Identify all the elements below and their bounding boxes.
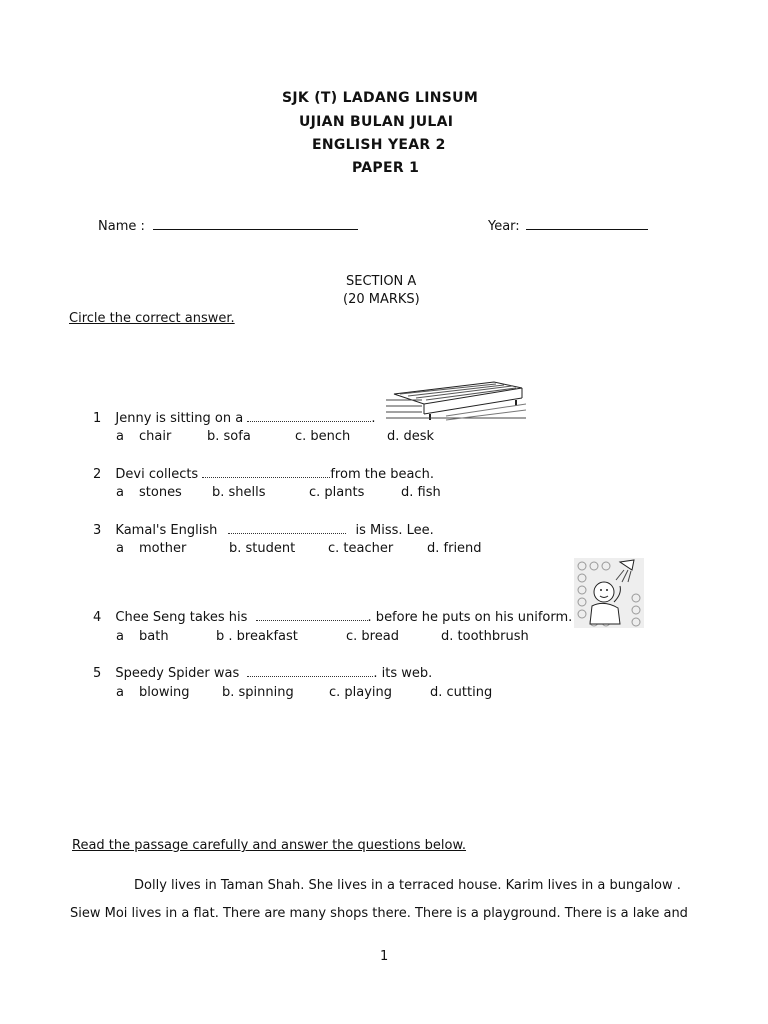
year-blank[interactable] xyxy=(526,217,648,230)
option-d[interactable]: d. toothbrush xyxy=(441,629,529,644)
option-d[interactable]: d. desk xyxy=(387,429,435,444)
page-number: 1 xyxy=(380,949,389,964)
option-a[interactable]: bath xyxy=(139,629,169,644)
question-1 xyxy=(93,411,375,426)
question-text-after: is Miss. Lee. xyxy=(355,523,434,538)
shower-illustration xyxy=(574,558,644,628)
question-text-after: from the beach. xyxy=(330,467,434,482)
option-c[interactable]: c. bread xyxy=(346,629,399,644)
option-a[interactable]: chair xyxy=(139,429,172,444)
section-instruction: Circle the correct answer. xyxy=(69,311,235,326)
bench-illustration xyxy=(386,380,526,422)
question-text: Jenny is sitting on a xyxy=(115,411,244,426)
passage-line-1: Dolly lives in Taman Shah. She lives in a terraced house. Karim lives in a bungalow . xyxy=(134,878,681,893)
school-name: SJK (T) LADANG LINSUM xyxy=(282,90,479,106)
section-title: SECTION A xyxy=(346,274,417,289)
passage-instruction: Read the passage carefully and answer the questions below. xyxy=(72,838,467,853)
answer-blank xyxy=(202,467,330,478)
option-a[interactable]: mother xyxy=(139,541,187,556)
option-a[interactable]: blowing xyxy=(139,685,190,700)
answer-blank xyxy=(247,666,373,677)
question-4 xyxy=(93,610,572,625)
year-field[interactable] xyxy=(488,217,648,234)
name-label: Name : xyxy=(98,219,145,234)
passage-line-2: Siew Moi lives in a flat. There are many shops there. There is a playground. There is a lake and xyxy=(70,906,688,921)
name-field[interactable] xyxy=(98,217,358,234)
year-label: Year: xyxy=(488,219,520,234)
question-number: 4 xyxy=(93,610,102,625)
question-text-after: . xyxy=(371,411,376,426)
option-b[interactable]: b. shells xyxy=(212,485,266,500)
question-number: 5 xyxy=(93,666,102,681)
answer-blank xyxy=(228,523,346,534)
question-number: 1 xyxy=(93,411,102,426)
option-label[interactable]: a xyxy=(116,685,124,700)
answer-blank xyxy=(256,610,368,621)
option-d[interactable]: d. fish xyxy=(401,485,441,500)
option-c[interactable]: c. bench xyxy=(295,429,351,444)
subject-title: ENGLISH YEAR 2 xyxy=(312,137,446,153)
answer-blank xyxy=(247,411,371,422)
question-text-after: . before he puts on his uniform. xyxy=(367,610,573,625)
option-c[interactable]: c. teacher xyxy=(328,541,394,556)
question-text: Speedy Spider was xyxy=(115,666,240,681)
option-c[interactable]: c. plants xyxy=(309,485,365,500)
question-number: 2 xyxy=(93,467,102,482)
section-marks: (20 MARKS) xyxy=(343,292,420,307)
option-label[interactable]: a xyxy=(116,541,124,556)
name-blank[interactable] xyxy=(153,217,358,230)
option-a[interactable]: stones xyxy=(139,485,182,500)
option-c[interactable]: c. playing xyxy=(329,685,393,700)
question-text: Devi collects xyxy=(115,467,199,482)
question-5 xyxy=(93,666,432,681)
exam-title: UJIAN BULAN JULAI xyxy=(299,114,454,130)
option-b[interactable]: b . breakfast xyxy=(216,629,298,644)
question-text-after: . its web. xyxy=(373,666,433,681)
question-3 xyxy=(93,523,434,538)
option-d[interactable]: d. cutting xyxy=(430,685,493,700)
question-2 xyxy=(93,467,434,482)
option-b[interactable]: b. spinning xyxy=(222,685,294,700)
option-b[interactable]: b. sofa xyxy=(207,429,251,444)
option-label[interactable]: a xyxy=(116,429,124,444)
option-label[interactable]: a xyxy=(116,485,124,500)
question-number: 3 xyxy=(93,523,102,538)
question-text: Chee Seng takes his xyxy=(115,610,248,625)
option-d[interactable]: d. friend xyxy=(427,541,482,556)
paper-title: PAPER 1 xyxy=(352,160,420,176)
question-text: Kamal's English xyxy=(115,523,218,538)
option-label[interactable]: a xyxy=(116,629,124,644)
option-b[interactable]: b. student xyxy=(229,541,296,556)
